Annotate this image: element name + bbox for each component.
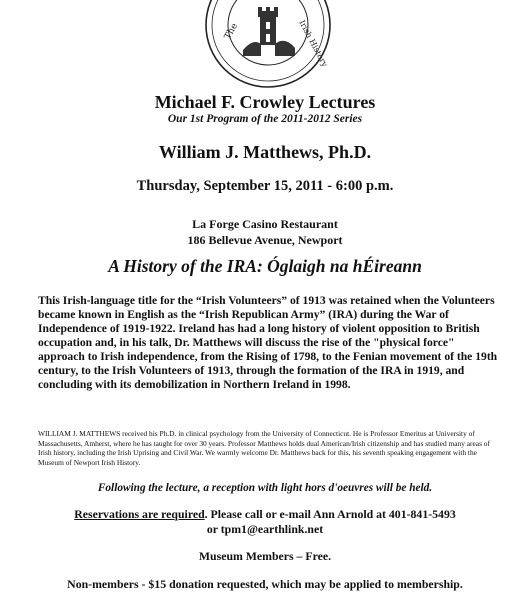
reservations-contact: . Please call or e-mail Ann Arnold at 401-841-5493 bbox=[204, 507, 456, 521]
svg-text:Irish History: Irish History bbox=[297, 18, 330, 69]
lecture-series-title: Michael F. Crowley Lectures bbox=[154, 92, 376, 112]
non-members-pricing: Non-members - $15 donation requested, which may be applied to membership. bbox=[67, 577, 463, 591]
svg-text:The: The bbox=[222, 21, 241, 42]
reservations-line bbox=[0, 507, 530, 522]
reception-note: Following the lecture, a reception with light hors d'oeuvres will be held. bbox=[97, 482, 433, 494]
speaker-bio: WILLIAM J. MATTHEWS received his Ph.D. in clinical psychology from the University of Connecticut. He is Professor Emeritus at University of Massachusetts, Amherst, where he has taught for over 30 years. Professor Matthews holds dual American/Irish citizenship and has studied many areas of Irish history, including the Irish Uprising and Civil War. We warmly welcome Dr. Matthews back for this, his seventh speaking engagement with the Museum of Newport Irish History. bbox=[38, 429, 490, 467]
venue-name: La Forge Casino Restaurant bbox=[192, 217, 338, 231]
members-pricing: Museum Members – Free. bbox=[198, 549, 332, 563]
program-subtitle: Our 1st Program of the 2011-2012 Series bbox=[167, 113, 363, 125]
speaker-name: William J. Matthews, Ph.D. bbox=[158, 142, 372, 162]
museum-seal-logo bbox=[203, 0, 333, 90]
event-date-time: Thursday, September 15, 2011 - 6:00 p.m. bbox=[136, 178, 394, 194]
talk-title: A History of the IRA: Óglaigh na hÉireann bbox=[108, 256, 422, 276]
contact-email: or tpm1@earthlink.net bbox=[206, 522, 324, 536]
talk-description: This Irish-language title for the “Irish Volunteers” of 1913 was retained when the Volunteers became known in English as the “Irish Republican Army” (IRA) during the War of Independence of 1919-1922. Ireland has had a long history of violent opposition to British occupation and, in his talk, Dr. Matthews will discuss the rise of the "physical force" approach to Irish independence, from the Rising of 1798, to the Fenian movement of the 19th century, to the Irish Volunteers of 1913, through the formation of the IRA in 1919, and concluding with its demobilization in Northern Ireland in 1998. bbox=[38, 294, 498, 391]
reservations-required-label: Reservations are required bbox=[74, 507, 205, 521]
venue-address: 186 Bellevue Avenue, Newport bbox=[187, 233, 343, 247]
